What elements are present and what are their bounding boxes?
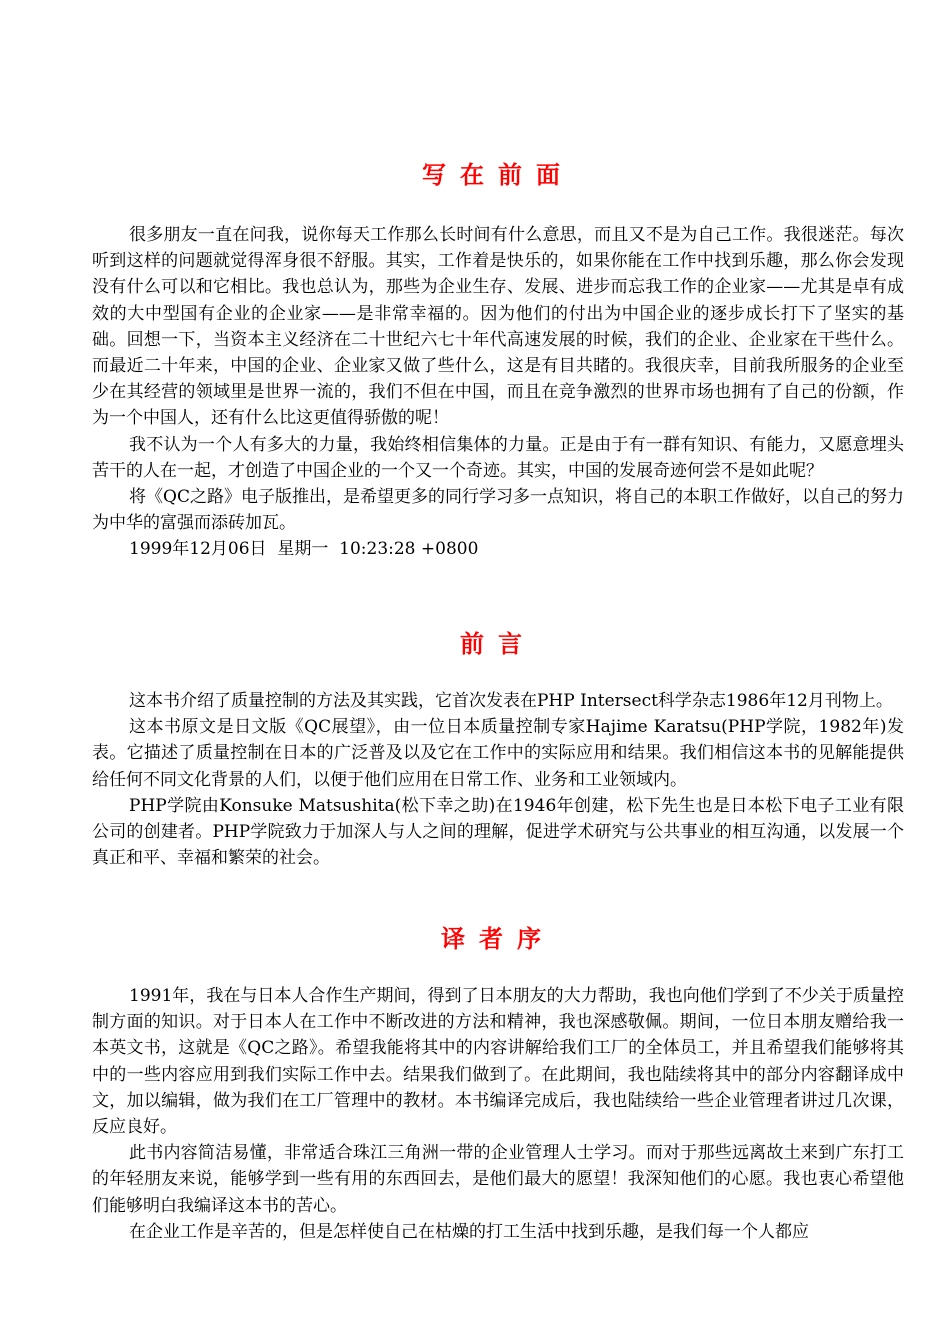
- section-translator-preface: [92, 983, 904, 1245]
- heading-translator-preface: 译者序: [441, 924, 555, 953]
- section-foreword: [92, 222, 904, 563]
- preface-paragraph-1: 这本书介绍了质量控制的方法及其实践，它首次发表在PHP Intersect科学杂志1986年12月刊物上。: [129, 691, 893, 711]
- foreword-date: 1999年12月06日 星期一 10:23:28 +0800: [129, 539, 479, 560]
- section-preface: [92, 688, 904, 871]
- heading-preface: 前言: [460, 629, 536, 658]
- preface-paragraph-3: PHP学院由Konsuke Matsushita(松下幸之助)在1946年创建，松下先生也是日本松下电子工业有限公司的创建者。PHP学院致力于加深人与人之间的理解，促进学术研究与公共事业的相互沟通，以发展一个真正和平、幸福和繁荣的社会。: [92, 795, 904, 869]
- translator-paragraph-3: 在企业工作是辛苦的，但是怎样使自己在枯燥的打工生活中找到乐趣，是我们每一个人都应: [129, 1221, 809, 1242]
- heading-foreword: 写在前面: [422, 160, 574, 189]
- preface-paragraph-2: 这本书原文是日文版《QC展望》，由一位日本质量控制专家Hajime Karatsu(PHP学院，1982年)发表。它描述了质量控制在日本的广泛普及以及它在工作中的实际应用和结果。我们相信这本书的见解能提供给任何不同文化背景的人们，以便于他们应用在日常工作、业务和工业领域内。: [92, 717, 904, 790]
- translator-paragraph-1: 1991年，我在与日本人合作生产期间，得到了日本朋友的大力帮助，我也向他们学到了不少关于质量控制方面的知识。对于日本人在工作中不断改进的方法和精神，我也深感敬佩。期间，一位日本朋友赠给我一本英文书，这就是《QC之路》。希望我能将其中的内容讲解给我们工厂的全体员工，并且希望我们能够将其中的一些内容应用到我们实际工作中去。结果我们做到了。在此期间，我也陆续将其中的部分内容翻译成中文，加以编辑，做为我们在工厂管理中的教材。本书编译完成后，我也陆续给一些企业管理者讲过几次课，反应良好。: [92, 986, 904, 1138]
- foreword-paragraph-2: 我不认为一个人有多大的力量，我始终相信集体的力量。正是由于有一群有知识、有能力，又愿意埋头苦干的人在一起，才创造了中国企业的一个又一个奇迹。其实，中国的发展奇迹何尝不是如此呢？: [92, 434, 904, 481]
- translator-paragraph-2: 此书内容简洁易懂，非常适合珠江三角洲一带的企业管理人士学习。而对于那些远离故土来到广东打工的年轻朋友来说，能够学到一些有用的东西回去，是他们最大的愿望！我深知他们的心愿。我也衷心希望他们能够明白我编译这本书的苦心。: [92, 1143, 904, 1216]
- foreword-paragraph-1: 很多朋友一直在问我，说你每天工作那么长时间有什么意思，而且又不是为自己工作。我很迷茫。每次听到这样的问题就觉得浑身很不舒服。其实，工作着是快乐的，如果你能在工作中找到乐趣，那么你会发现没有什么可以和它相比。我也总认为，那些为企业生存、发展、进步而忘我工作的企业家——尤其是卓有成效的大中型国有企业的企业家——是非常幸福的。因为他们的付出为中国企业的逐步成长打下了坚实的基础。回想一下，当资本主义经济在二十世纪六七十年代高速发展的时候，我们的企业、企业家在干些什么。而最近二十年来，中国的企业、企业家又做了些什么，这是有目共睹的。我很庆幸，目前我所服务的企业至少在其经营的领域里是世界一流的，我们不但在中国，而且在竞争激烈的世界市场也拥有了自己的份额，作为一个中国人，还有什么比这更值得骄傲的呢！: [92, 225, 904, 429]
- foreword-paragraph-3: 将《QC之路》电子版推出，是希望更多的同行学习多一点知识，将自己的本职工作做好，以自己的努力为中华的富强而添砖加瓦。: [92, 487, 904, 534]
